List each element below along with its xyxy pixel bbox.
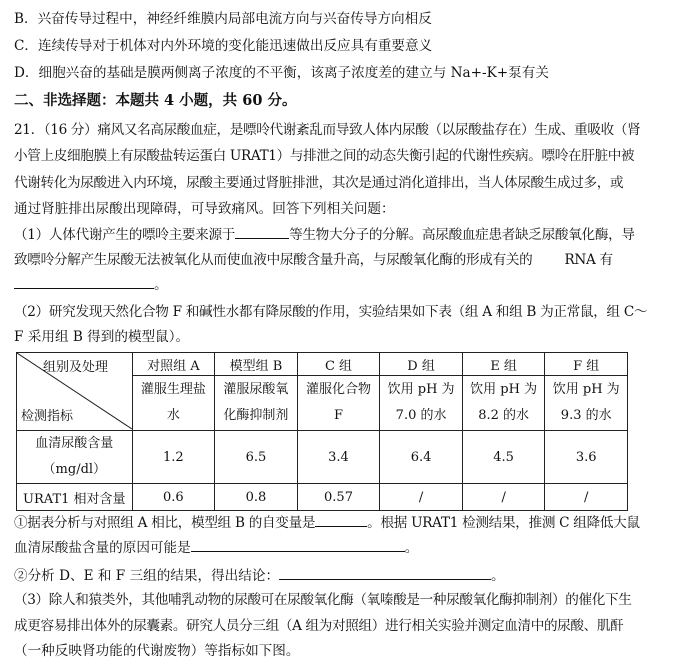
- treatment-cell: 灌服生理盐 水: [132, 376, 215, 431]
- group-header: C 组: [297, 353, 380, 376]
- option-c: C．连续传导对于机体对内外环境的变化能迅速做出反应具有重要意义: [14, 38, 433, 54]
- results-table: [16, 352, 628, 511]
- group-header: F 组: [545, 353, 628, 376]
- q21-line-2: 小管上皮细胞膜上有尿酸盐转运蛋白 URAT1）与排泄之间的动态失衡引起的代谢性疾病。嘌呤在肝脏中被: [14, 148, 635, 164]
- part3-line-3: （一种反映肾功能的代谢废物）等指标如下图。: [14, 643, 300, 659]
- answer-blank-3[interactable]: [315, 512, 367, 527]
- part1-text-a: （1）人体代谢产生的嘌呤主要来源于: [14, 227, 236, 243]
- table-cell: 3.6: [545, 431, 628, 484]
- sub2-text-b: 。: [491, 568, 505, 584]
- treatment-cell: 饮用 pH 为 9.3 的水: [545, 376, 628, 431]
- table-cell: 1.2: [132, 431, 215, 484]
- group-header: 对照组 A: [132, 353, 215, 376]
- table-cell: /: [545, 484, 628, 511]
- corner-bottom-label: 检测指标: [21, 409, 74, 424]
- sub1-text-a: ①据表分析与对照组 A 相比，模型组 B 的自变量是: [14, 515, 316, 531]
- table-cell: 6.5: [215, 431, 298, 484]
- part1-line-3: 。: [14, 274, 168, 295]
- part1-text-2b: RNA 有: [564, 252, 613, 268]
- table-cell: 3.4: [297, 431, 380, 484]
- sub1-text-2b: 。: [404, 540, 419, 556]
- sub2-text-a: ②分析 D、E 和 F 三组的结果，得出结论：: [14, 568, 280, 584]
- table-cell: 0.6: [132, 484, 215, 511]
- sub1-text-2a: 血清尿酸盐含量的原因可能是: [14, 540, 191, 556]
- row-label-uric-acid: 血清尿酸含量 （mg/dl）: [17, 431, 133, 484]
- section-heading: 二、非选择题：本题共 4 小题，共 60 分。: [14, 92, 297, 109]
- table-cell: /: [462, 484, 545, 511]
- q21-line-4: 通过肾脏排出尿酸出现障碍，可导致痛风。回答下列相关问题：: [14, 201, 395, 217]
- treatment-cell: 饮用 pH 为 8.2 的水: [462, 376, 545, 431]
- part3-line-1: （3）除人和猿类外，其他哺乳动物的尿酸可在尿酸氧化酶（氧嗪酸是一种尿酸氧化酶抑制剂）的催化下生: [14, 592, 632, 608]
- sub2-line: [14, 565, 505, 586]
- treatment-cell: 饮用 pH 为 7.0 的水: [380, 376, 463, 431]
- sub1-line-1: [14, 512, 640, 533]
- answer-blank-1[interactable]: [235, 224, 289, 239]
- option-b: B．兴奋传导过程中，神经纤维膜内局部电流方向与兴奋传导方向相反: [14, 11, 432, 27]
- row-label-urat1: URAT1 相对含量: [17, 484, 133, 511]
- table-corner-cell: [17, 353, 133, 431]
- part3-line-2: 成更容易排出体外的尿囊素。研究人员分三组（A 组为对照组）进行相关实验并测定血清中的尿酸、肌酐: [14, 618, 624, 634]
- treatment-cell: 灌服尿酸氧 化酶抑制剂: [215, 376, 298, 431]
- part2-line-2: F 采用组 B 得到的模型鼠）。: [14, 329, 190, 345]
- sub1-text-b: 。根据 URAT1 检测结果，推测 C 组降低大鼠: [367, 515, 640, 531]
- part1-text-2a: 致嘌呤分解产生尿酸无法被氧化从而使血液中尿酸含量升高，与尿酸氧化酶的形成有关的: [14, 252, 533, 268]
- option-d: D．细胞兴奋的基础是膜两侧离子浓度的不平衡，该离子浓度差的建立与 Na+-K+泵有关: [14, 65, 549, 81]
- treatment-cell: 灌服化合物 F: [297, 376, 380, 431]
- q21-line-3: 代谢转化为尿酸进入内环境，尿酸主要通过肾脏排泄，其次是通过消化道排出，当人体尿酸生成过多，或: [14, 175, 624, 191]
- part1-text-b: 等生物大分子的分解。高尿酸血症患者缺乏尿酸氧化酶，导: [289, 227, 635, 243]
- group-header: E 组: [462, 353, 545, 376]
- table-cell: /: [380, 484, 463, 511]
- sub1-line-2: [14, 537, 418, 558]
- corner-top-label: 组别及处理: [43, 360, 109, 375]
- answer-blank-5[interactable]: [279, 565, 491, 580]
- part1-line-1: [14, 224, 635, 245]
- group-header: D 组: [380, 353, 463, 376]
- table-cell: 0.8: [215, 484, 298, 511]
- table-cell: 6.4: [380, 431, 463, 484]
- part2-line-1: （2）研究发现天然化合物 F 和碱性水都有降尿酸的作用，实验结果如下表（组 A 和组 B 为正常鼠，组 C～: [14, 304, 648, 320]
- answer-blank-4[interactable]: [191, 537, 405, 552]
- group-header: 模型组 B: [215, 353, 298, 376]
- q21-line-1: 21．（16 分）痛风又名高尿酸血症，是嘌呤代谢紊乱而导致人体内尿酸（以尿酸盐存在）生成、重吸收（肾: [14, 122, 641, 138]
- answer-blank-2[interactable]: [14, 274, 154, 289]
- part1-line-2: [14, 250, 613, 270]
- table-cell: 4.5: [462, 431, 545, 484]
- table-cell: 0.57: [297, 484, 380, 511]
